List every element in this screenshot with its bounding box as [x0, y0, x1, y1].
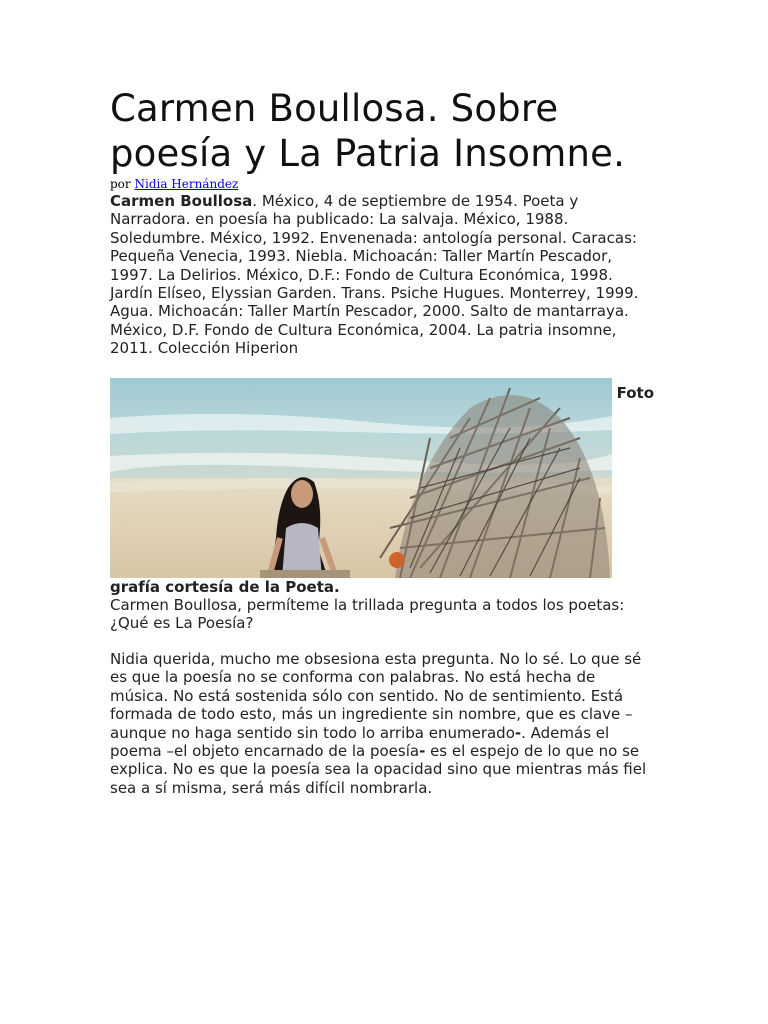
intro-text: . México, 4 de septiembre de 1954. Poeta y Narradora. en poesía ha publicado: La salvaja. México, 1988. Soledumbre. México, 1992. Envenenada: antología personal. Caracas: Pequeña Venecia, 1993. Niebla. Michoacán: Taller Martín Pescador, 1997. La Delirios. México, D.F.: Fondo de Cultura Económica, 1998. Jardín Elíseo, Elyssian Garden. Trans. Psiche Hugues. Monterrey, 1999. Agua. Michoacán: Taller Martín Pescador, 2000. Salto de mantarraya. México, D.F. Fondo de Cultura Económica, 2004. La patria insomne, 2011. Colección Hiperion [110, 192, 639, 358]
answer-part1: Nidia querida, mucho me obsesiona esta pregunta. No lo sé. Lo que sé es que la poesía no se conforma con palabras. No está hecha de música. No está sostenida sólo con sentido. No de sentimiento. Está formada de todo esto, más un ingrediente sin nombre, que es clave –aunque no haga sentido sin todo lo arriba enumerado [110, 649, 642, 742]
answer-dash2: - [419, 741, 426, 760]
intro-name: Carmen Boullosa [110, 192, 253, 210]
question-paragraph: Carmen Boullosa, permíteme la trillada pregunta a todos los poetas: ¿Qué es La Poesía? [110, 596, 625, 633]
photo-caption-start: Foto [616, 383, 654, 402]
author-photo [110, 378, 612, 578]
answer-dash1: - [514, 723, 522, 742]
author-link[interactable]: Nidia Hernández [134, 177, 239, 191]
byline-prefix: por [110, 177, 131, 191]
answer-part3: es el espejo de lo que no se explica. No es que la poesía sea la opacidad sino que mientras más fiel sea a sí misma, será más difícil nombrarla. [110, 741, 647, 797]
article [110, 86, 656, 797]
answer-part2: . Además el poema –el objeto encarnado de la poesía [110, 723, 610, 760]
photo-block [110, 378, 656, 578]
paragraph-gap [110, 633, 656, 650]
photo-caption-end: grafía cortesía de la Poeta. [110, 577, 340, 596]
beach-photo-illustration [110, 378, 612, 578]
intro-paragraph [110, 192, 656, 358]
answer-paragraph [110, 650, 656, 797]
article-title: Carmen Boullosa. Sobre poesía y La Patria Insomne. [110, 87, 626, 175]
byline [110, 176, 656, 192]
